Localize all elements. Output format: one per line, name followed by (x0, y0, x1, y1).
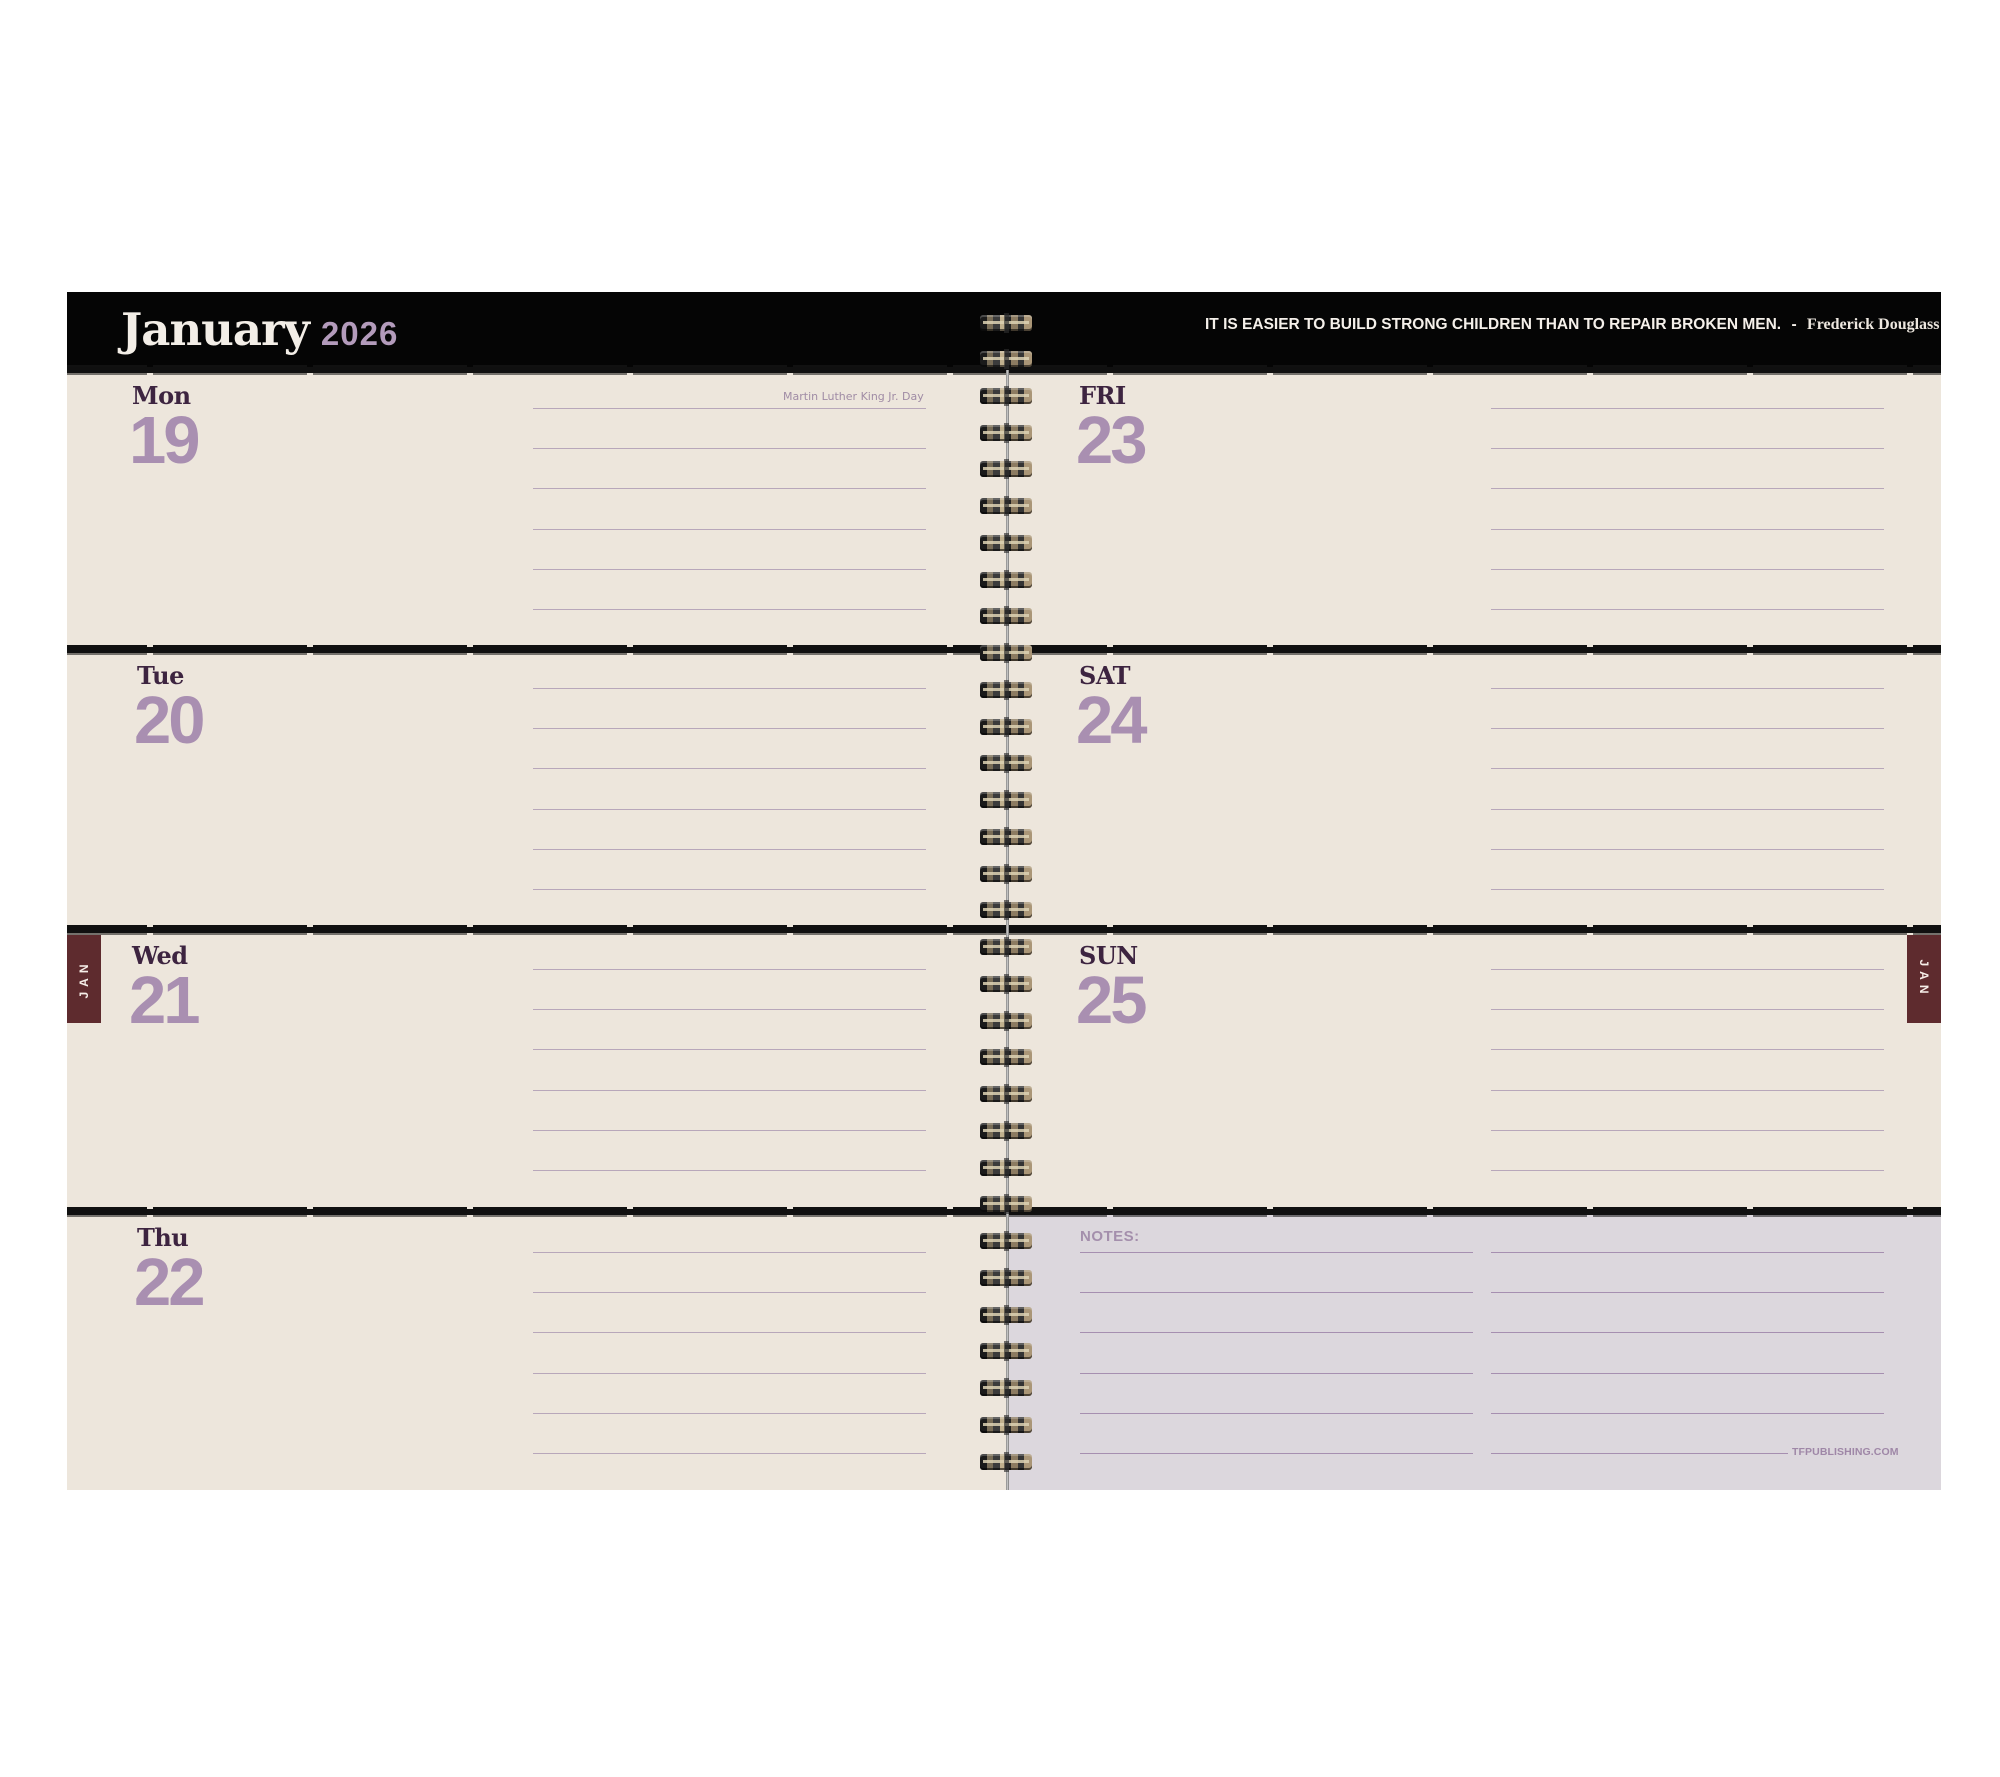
lines-friday (1491, 408, 1884, 608)
writing-line[interactable] (533, 408, 926, 409)
planner-spread (67, 292, 1941, 1490)
spiral-coil (980, 682, 1032, 698)
spiral-coil (980, 866, 1032, 882)
spiral-coil (980, 1233, 1032, 1249)
spiral-coil (980, 792, 1032, 808)
writing-line[interactable] (533, 1252, 926, 1253)
writing-line[interactable] (1491, 1049, 1884, 1050)
writing-line[interactable] (533, 1170, 926, 1171)
month-title (121, 303, 398, 355)
writing-line[interactable] (533, 1049, 926, 1050)
month-year: 2026 (320, 315, 399, 352)
spiral-coil (980, 1013, 1032, 1029)
month-name: January (121, 303, 309, 356)
spiral-coil (980, 425, 1032, 441)
lines-notes-right (1491, 1252, 1884, 1452)
writing-line[interactable] (1491, 1292, 1884, 1293)
writing-line[interactable] (533, 569, 926, 570)
writing-line[interactable] (1491, 1090, 1884, 1091)
spiral-coil (980, 1160, 1032, 1176)
writing-line[interactable] (1080, 1292, 1473, 1293)
spiral-coil (980, 719, 1032, 735)
writing-line[interactable] (533, 688, 926, 689)
quote-text: IT IS EASIER TO BUILD STRONG CHILDREN THAN TO REPAIR BROKEN MEN. (1205, 316, 1782, 333)
writing-line[interactable] (533, 1453, 926, 1454)
spiral-coil (980, 1086, 1032, 1102)
writing-line[interactable] (1491, 688, 1884, 689)
writing-line[interactable] (1491, 809, 1884, 810)
writing-line[interactable] (1491, 889, 1884, 890)
lines-saturday (1491, 688, 1884, 888)
writing-line[interactable] (1080, 1332, 1473, 1333)
lines-sunday (1491, 969, 1884, 1169)
writing-line[interactable] (533, 809, 926, 810)
day-name: FRI (1079, 381, 1126, 410)
writing-line[interactable] (1491, 969, 1884, 970)
day-number: 24 (1076, 683, 1145, 758)
writing-line[interactable] (1491, 488, 1884, 489)
lines-tuesday (533, 688, 926, 888)
writing-line[interactable] (1491, 1413, 1884, 1414)
day-name: Wed (132, 941, 188, 970)
month-tab-label: JAN (1917, 959, 1931, 999)
writing-line[interactable] (533, 1130, 926, 1131)
writing-line[interactable] (533, 609, 926, 610)
spiral-coil (980, 1454, 1032, 1470)
spiral-coil (980, 976, 1032, 992)
day-number: 22 (134, 1245, 203, 1320)
spiral-coil (980, 1417, 1032, 1433)
spiral-coil (980, 315, 1032, 331)
day-name: SUN (1079, 941, 1138, 970)
writing-line[interactable] (533, 1373, 926, 1374)
spiral-coil (980, 498, 1032, 514)
writing-line[interactable] (533, 768, 926, 769)
spiral-coil (980, 1196, 1032, 1212)
writing-line[interactable] (533, 969, 926, 970)
spiral-coil (980, 572, 1032, 588)
writing-line[interactable] (1080, 1373, 1473, 1374)
writing-line[interactable] (1491, 1130, 1884, 1131)
writing-line[interactable] (533, 488, 926, 489)
spiral-binding-icon (980, 292, 1038, 1490)
notes-label: NOTES: (1080, 1228, 1140, 1245)
day-number: 21 (129, 963, 198, 1038)
writing-line[interactable] (1491, 529, 1884, 530)
spiral-coil (980, 1307, 1032, 1323)
spiral-coil (980, 351, 1032, 367)
writing-line[interactable] (1491, 1009, 1884, 1010)
day-number: 25 (1076, 963, 1145, 1038)
spiral-coil (980, 755, 1032, 771)
writing-line[interactable] (1491, 408, 1884, 409)
day-number: 20 (134, 683, 203, 758)
day-number: 23 (1076, 403, 1145, 478)
lines-thursday (533, 1252, 926, 1452)
writing-line[interactable] (1080, 1252, 1473, 1253)
writing-line[interactable] (533, 529, 926, 530)
publisher-website: TFPUBLISHING.COM (1792, 1446, 1899, 1458)
writing-line[interactable] (1491, 1252, 1884, 1253)
month-tab-right[interactable] (1907, 935, 1941, 1023)
spiral-coil (980, 939, 1032, 955)
spiral-coil (980, 1343, 1032, 1359)
writing-line[interactable] (1491, 768, 1884, 769)
writing-line[interactable] (533, 849, 926, 850)
spiral-coil (980, 1049, 1032, 1065)
writing-line[interactable] (533, 1292, 926, 1293)
spiral-coil (980, 902, 1032, 918)
month-tab-left[interactable] (67, 935, 101, 1023)
writing-line[interactable] (1491, 728, 1884, 729)
writing-line[interactable] (533, 1009, 926, 1010)
writing-line[interactable] (533, 728, 926, 729)
writing-line[interactable] (1491, 1453, 1788, 1454)
lines-monday (533, 408, 926, 608)
spiral-coil (980, 1270, 1032, 1286)
lines-wednesday (533, 969, 926, 1169)
quote-author: Frederick Douglass (1806, 316, 1940, 333)
spiral-coil (980, 1123, 1032, 1139)
month-tab-label: JAN (77, 959, 91, 999)
writing-line[interactable] (533, 1090, 926, 1091)
day-name: Thu (137, 1223, 189, 1252)
writing-line[interactable] (1491, 1373, 1884, 1374)
writing-line[interactable] (1491, 849, 1884, 850)
writing-line[interactable] (1491, 569, 1884, 570)
day-number: 19 (129, 403, 198, 478)
spiral-coil (980, 829, 1032, 845)
spiral-coil (980, 461, 1032, 477)
spiral-coil (980, 1380, 1032, 1396)
writing-line[interactable] (1080, 1413, 1473, 1414)
writing-line[interactable] (533, 889, 926, 890)
day-name: Tue (137, 661, 184, 690)
quote-separator: - (1791, 316, 1797, 333)
quote (1205, 316, 1940, 346)
spiral-coil (980, 645, 1032, 661)
day-name: Mon (132, 381, 191, 410)
writing-line[interactable] (533, 1332, 926, 1333)
holiday-label: Martin Luther King Jr. Day (783, 390, 924, 403)
writing-line[interactable] (1491, 1170, 1884, 1171)
writing-line[interactable] (533, 1413, 926, 1414)
writing-line[interactable] (1491, 609, 1884, 610)
spiral-coil (980, 608, 1032, 624)
spiral-coil (980, 388, 1032, 404)
writing-line[interactable] (533, 448, 926, 449)
day-name: SAT (1079, 661, 1130, 690)
writing-line[interactable] (1491, 1332, 1884, 1333)
writing-line[interactable] (1491, 448, 1884, 449)
spiral-coil (980, 535, 1032, 551)
writing-line[interactable] (1080, 1453, 1473, 1454)
lines-notes-left (1080, 1252, 1473, 1452)
